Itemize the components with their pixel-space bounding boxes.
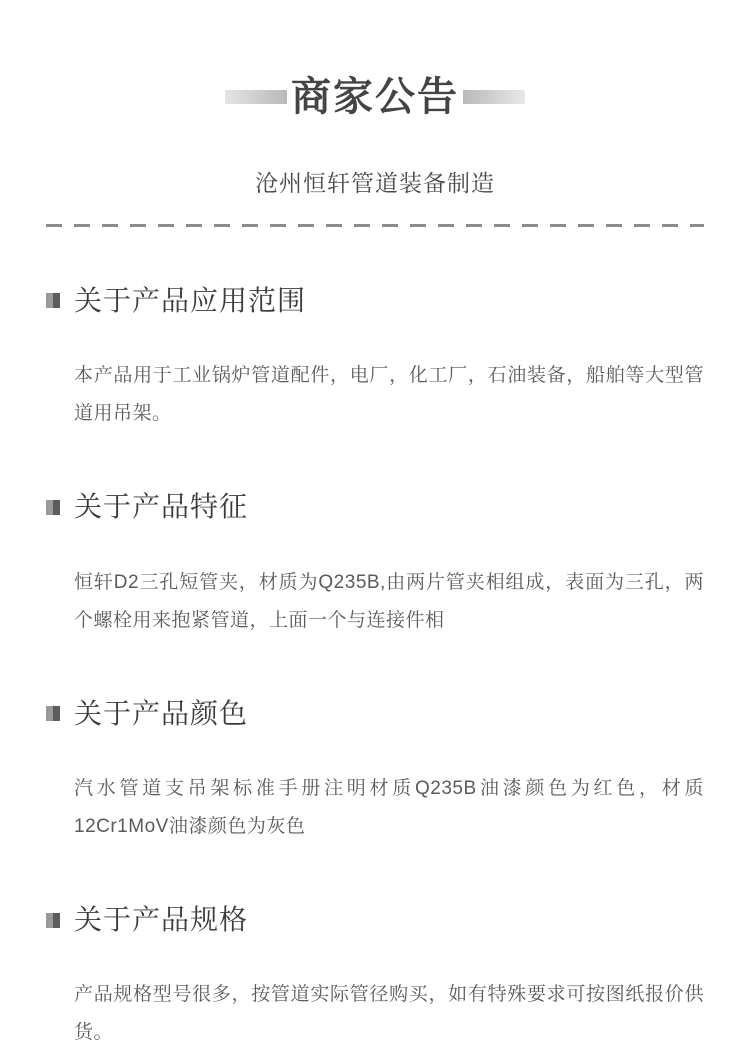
section-heading [46, 880, 704, 960]
section-title: 关于产品规格 [74, 904, 249, 936]
section-heading [46, 467, 704, 547]
company-subtitle: 沧州恒轩管道装备制造 [255, 169, 495, 196]
section-heading [46, 674, 704, 754]
section-title: 关于产品应用范围 [74, 284, 307, 316]
sections-list [0, 227, 750, 1052]
title-right-bar-decoration [463, 90, 525, 104]
section-heading [46, 261, 704, 341]
title-block [225, 48, 525, 146]
square-bullet-icon [46, 293, 60, 308]
announcement-header [0, 0, 750, 198]
section-body: 汽水管道支吊架标准手册注明材质Q235B油漆颜色为红色，材质12Cr1MoV油漆颜色为灰色 [74, 778, 704, 837]
square-bullet-icon [46, 706, 60, 721]
section-title: 关于产品特征 [74, 491, 249, 523]
page-title: 商家公告 [291, 74, 459, 119]
section-product-color [46, 674, 704, 846]
title-left-bar-decoration [225, 90, 287, 104]
section-product-specification [46, 880, 704, 1052]
square-bullet-icon [46, 913, 60, 928]
section-body: 产品规格型号很多，按管道实际管径购买，如有特殊要求可按图纸报价供货。 [74, 984, 704, 1044]
section-title: 关于产品颜色 [74, 697, 249, 729]
section-body: 恒轩D2三孔短管夹，材质为Q235B,由两片管夹相组成，表面为三孔，两个螺栓用来抱紧管道，上面一个与连接件相 [74, 571, 704, 631]
section-product-features [46, 467, 704, 639]
square-bullet-icon [46, 500, 60, 515]
section-body: 本产品用于工业锅炉管道配件，电厂，化工厂，石油装备，船舶等大型管道用吊架。 [74, 365, 704, 425]
section-product-application [46, 261, 704, 433]
